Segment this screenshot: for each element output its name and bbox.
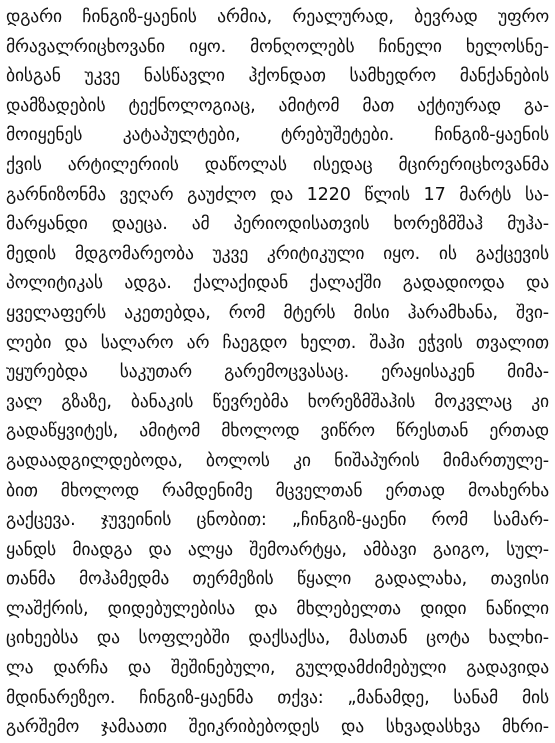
text-line: უყურებდა საკუთარ გარემოცვასაც. ერაყისაკენ მიმა- xyxy=(6,362,549,383)
text-line: მარყანდი დაეცა. ამ პერიოდისათვის ხორეზმშაჰ მუჰა- xyxy=(6,214,549,235)
body-text xyxy=(6,3,549,743)
text-line: გარნიზონმა ვეღარ გაუძლო და 1220 წლის 17 მარტს სა- xyxy=(6,184,549,205)
text-line: ბისგან უკვე ნასწავლი ჰქონდათ სამხედრო მანქანების xyxy=(6,66,549,87)
text-line: გაქცევა. ჯუვეინის ცნობით: „ჩინგიზ-ყაენი რომ სამარ- xyxy=(6,510,549,531)
text-line: ქვის არტილერიის დაწოლას ისედაც მცირერიცხოვანმა xyxy=(6,154,549,175)
text-line: პოლიტიკას ადგა. ქალაქიდან ქალაქში გადადიოდა და xyxy=(6,273,549,294)
text-line: ციხეებსა და სოფლებში დაქსაქსა, მასთან ცოტა ხალხი- xyxy=(6,628,549,649)
text-line: ლა დარჩა და შეშინებული, გულდამძიმებული გადავიდა xyxy=(6,658,549,679)
text-line: მოიყენეს კატაპულტები, ტრებუშეტები. ჩინგიზ-ყაენის xyxy=(6,125,549,146)
text-line: გადაადგილდებოდა, ბოლოს კი ნიშაპურის მიმართულე- xyxy=(6,450,549,471)
text-line: დგარი ჩინგიზ-ყაენის არმია, რეალურად, ბევრად უფრო xyxy=(6,7,549,27)
text-line: ვალ გზაზე, ბანაკის წევრებმა ხორეზმშაჰის მოკვლაც კი xyxy=(6,391,549,412)
text-line: მდინარეზეო. ჩინგიზ-ყაენმა თქვა: „მანამდე, სანამ მის xyxy=(6,687,549,708)
text-line: ყანდს მიადგა და ალყა შემოარტყა, ამბავი გაიგო, სულ- xyxy=(6,539,549,560)
text-line: დამზადების ტექნოლოგიაც, ამიტომ მათ აქტიურად გა- xyxy=(6,95,549,116)
text-line: ლები და სალარო არ ჩაეგდო ხელთ. შაჰი ეჭვის თვალით xyxy=(6,332,549,353)
text-line: ბით მხოლოდ რამდენიმე მცველთან ერთად მოახერხა xyxy=(6,480,549,501)
text-line: თანმა მოჰამედმა თერმეზის წყალი გადალახა, თავისი xyxy=(6,569,549,590)
text-line: გადაწყვიტეს, ამიტომ მხოლოდ ვიწრო წრესთან ერთად xyxy=(6,421,549,442)
text-line: მედის მდგომარეობა უკვე კრიტიკული იყო. ის გაქცევის xyxy=(6,243,549,264)
text-line: გარშემო ჯამაათი შეიკრიბებოდეს და სხვადასხვა მხრი- xyxy=(6,717,549,738)
text-line: მრავალრიცხოვანი იყო. მონღოლებს ჩინელი ხელოსნე- xyxy=(6,36,549,57)
text-line: ლაშქრის, დიდებულებისა და მხლებელთა დიდი ნაწილი xyxy=(6,598,549,619)
text-line: ყველაფერს აკეთებდა, რომ მტერს მისი ჰარამხანა, შვი- xyxy=(6,302,549,323)
